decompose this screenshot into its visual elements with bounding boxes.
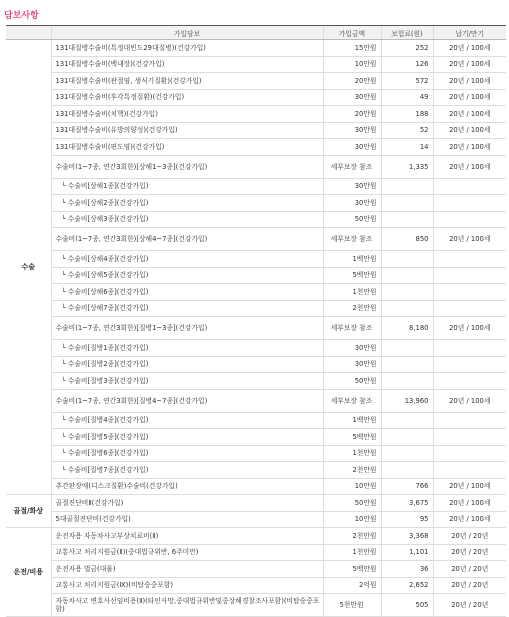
- table-row: [6, 594, 506, 617]
- table-row: [6, 89, 506, 106]
- amount-cell: 세부보장 참조: [323, 389, 381, 412]
- coverage-name-cell: 수술비(1~7종, 연간3회한)[질병1~3종](건강가입): [51, 317, 323, 340]
- coverage-table: [6, 25, 506, 617]
- coverage-name-cell: 교통사고 처리지원금(Ⅸ)(비탑승중포함): [51, 577, 323, 594]
- amount-cell: 10만원: [323, 511, 381, 528]
- coverage-name-cell: └ 수술비[질병5종](건강가입): [51, 429, 323, 446]
- premium-cell: 8,180: [381, 317, 433, 340]
- amount-cell: 5천만원: [323, 594, 381, 617]
- table-row: [6, 139, 506, 156]
- premium-cell: [381, 178, 433, 195]
- amount-cell: 30만원: [323, 195, 381, 212]
- coverage-name-cell: └ 수술비[상해4종](건강가입): [51, 251, 323, 268]
- amount-cell: 30만원: [323, 122, 381, 139]
- amount-cell: 20만원: [323, 73, 381, 90]
- premium-cell: [381, 462, 433, 479]
- coverage-name-cell: 추간판장애(디스크질환)수술비(건강가입): [51, 478, 323, 495]
- premium-cell: 36: [381, 561, 433, 578]
- amount-cell: 세부보장 참조: [323, 317, 381, 340]
- amount-cell: 5백만원: [323, 267, 381, 284]
- coverage-name-cell: └ 수술비[상해6종](건강가입): [51, 284, 323, 301]
- coverage-name-cell: └ 수술비[질병6종](건강가입): [51, 445, 323, 462]
- term-cell: 20년 / 20년: [433, 561, 506, 578]
- amount-cell: 50만원: [323, 495, 381, 512]
- table-row: [6, 356, 506, 373]
- amount-cell: 30만원: [323, 340, 381, 357]
- premium-cell: [381, 251, 433, 268]
- term-cell: 20년 / 20년: [433, 577, 506, 594]
- premium-cell: 2,652: [381, 577, 433, 594]
- premium-cell: 1,101: [381, 544, 433, 561]
- term-cell: 20년 / 100세: [433, 228, 506, 251]
- term-cell: 20년 / 100세: [433, 89, 506, 106]
- table-row: [6, 195, 506, 212]
- premium-cell: [381, 284, 433, 301]
- term-cell: 20년 / 20년: [433, 544, 506, 561]
- table-row: [6, 211, 506, 228]
- table-row: [6, 106, 506, 123]
- premium-cell: 850: [381, 228, 433, 251]
- term-cell: [433, 211, 506, 228]
- table-row: [6, 228, 506, 251]
- term-cell: 20년 / 100세: [433, 73, 506, 90]
- premium-cell: 13,960: [381, 389, 433, 412]
- coverage-name-cell: └ 수술비[상해7종](건강가입): [51, 300, 323, 317]
- table-row: [6, 178, 506, 195]
- coverage-name-cell: 운전자용 벌금(대물): [51, 561, 323, 578]
- table-row: [6, 478, 506, 495]
- header-term: 납기/만기: [433, 26, 506, 40]
- term-cell: 20년 / 100세: [433, 122, 506, 139]
- amount-cell: 15만원: [323, 40, 381, 57]
- page-title: 담보사항: [4, 11, 39, 21]
- coverage-name-cell: 131대질병수술비(유방의양성)(건강가입): [51, 122, 323, 139]
- term-cell: 20년 / 100세: [433, 56, 506, 73]
- table-row: [6, 40, 506, 57]
- coverage-name-cell: └ 수술비[질병3종](건강가입): [51, 373, 323, 390]
- table-row: [6, 528, 506, 545]
- coverage-name-cell: 수술비(1~7종, 연간3회한)[상해4~7종](건강가입): [51, 228, 323, 251]
- coverage-name-cell: └ 수술비[상해2종](건강가입): [51, 195, 323, 212]
- premium-cell: 14: [381, 139, 433, 156]
- table-row: [6, 429, 506, 446]
- amount-cell: 1천만원: [323, 445, 381, 462]
- amount-cell: 2천만원: [323, 462, 381, 479]
- premium-cell: [381, 340, 433, 357]
- amount-cell: 1백만원: [323, 412, 381, 429]
- amount-cell: 세부보장 참조: [323, 228, 381, 251]
- term-cell: [433, 284, 506, 301]
- amount-cell: 2천만원: [323, 300, 381, 317]
- table-row: [6, 544, 506, 561]
- premium-cell: 505: [381, 594, 433, 617]
- coverage-name-cell: 자동차사고 변호사선임비용(Ⅱ)(타인사망,중대법규위반및중상해경찰조사포함)(비탑승중포함): [51, 594, 323, 617]
- premium-cell: [381, 267, 433, 284]
- premium-cell: [381, 211, 433, 228]
- category-cell: 수술: [6, 40, 51, 495]
- term-cell: 20년 / 20년: [433, 594, 506, 617]
- table-row: [6, 511, 506, 528]
- coverage-name-cell: └ 수술비[질병4종](건강가입): [51, 412, 323, 429]
- amount-cell: 50만원: [323, 211, 381, 228]
- table-row: [6, 284, 506, 301]
- amount-cell: 5백만원: [323, 429, 381, 446]
- table-row: [6, 155, 506, 178]
- coverage-name-cell: 5대골절진단비(건강가입): [51, 511, 323, 528]
- amount-cell: 30만원: [323, 139, 381, 156]
- term-cell: [433, 178, 506, 195]
- table-header-row: [6, 26, 506, 40]
- term-cell: [433, 462, 506, 479]
- coverage-name-cell: └ 수술비[상해5종](건강가입): [51, 267, 323, 284]
- term-cell: [433, 300, 506, 317]
- amount-cell: 세부보장 참조: [323, 155, 381, 178]
- amount-cell: 2천만원: [323, 528, 381, 545]
- table-body: [6, 40, 506, 617]
- amount-cell: 50만원: [323, 373, 381, 390]
- coverage-name-cell: └ 수술비[상해1종](건강가입): [51, 178, 323, 195]
- term-cell: [433, 195, 506, 212]
- term-cell: 20년 / 100세: [433, 155, 506, 178]
- term-cell: 20년 / 100세: [433, 478, 506, 495]
- table-row: [6, 317, 506, 340]
- term-cell: [433, 412, 506, 429]
- table-row: [6, 462, 506, 479]
- table-row: [6, 340, 506, 357]
- coverage-table-wrapper: [6, 25, 506, 617]
- coverage-name-cell: 운전자용 자동차사고부상치료비(Ⅱ): [51, 528, 323, 545]
- premium-cell: 3,675: [381, 495, 433, 512]
- coverage-name-cell: └ 수술비[질병2종](건강가입): [51, 356, 323, 373]
- amount-cell: 2억원: [323, 577, 381, 594]
- coverage-name-cell: 수술비(1~7종, 연간3회한)[상해1~3종](건강가입): [51, 155, 323, 178]
- header-amount: 가입금액: [323, 26, 381, 40]
- header-category: [6, 26, 51, 40]
- premium-cell: 49: [381, 89, 433, 106]
- category-cell: 골절/화상: [6, 495, 51, 528]
- term-cell: 20년 / 100세: [433, 106, 506, 123]
- coverage-name-cell: └ 수술비[질병1종](건강가입): [51, 340, 323, 357]
- premium-cell: 52: [381, 122, 433, 139]
- premium-cell: [381, 429, 433, 446]
- coverage-name-cell: 131대질병수술비(특정대빈도29대질병)(건강가입): [51, 40, 323, 57]
- premium-cell: [381, 373, 433, 390]
- premium-cell: [381, 195, 433, 212]
- term-cell: 20년 / 100세: [433, 495, 506, 512]
- premium-cell: [381, 300, 433, 317]
- premium-cell: 95: [381, 511, 433, 528]
- table-row: [6, 445, 506, 462]
- amount-cell: 1백만원: [323, 251, 381, 268]
- term-cell: 20년 / 100세: [433, 40, 506, 57]
- term-cell: 20년 / 100세: [433, 389, 506, 412]
- amount-cell: 30만원: [323, 89, 381, 106]
- category-cell: 운전/비용: [6, 528, 51, 617]
- table-row: [6, 251, 506, 268]
- term-cell: [433, 251, 506, 268]
- term-cell: 20년 / 100세: [433, 511, 506, 528]
- term-cell: [433, 445, 506, 462]
- coverage-name-cell: 골절진단비Ⅱ(건강가입): [51, 495, 323, 512]
- amount-cell: 1천만원: [323, 544, 381, 561]
- term-cell: 20년 / 20년: [433, 528, 506, 545]
- term-cell: [433, 356, 506, 373]
- coverage-name-cell: 131대질병수술비(백내장)(건강가입): [51, 56, 323, 73]
- premium-cell: 3,368: [381, 528, 433, 545]
- coverage-name-cell: └ 수술비[상해3종](건강가입): [51, 211, 323, 228]
- coverage-name-cell: 131대질병수술비(후각특정질환)(건강가입): [51, 89, 323, 106]
- coverage-name-cell: 교통사고 처리지원금(Ⅱ)(중대법규위반, 6주미만): [51, 544, 323, 561]
- premium-cell: 766: [381, 478, 433, 495]
- table-row: [6, 495, 506, 512]
- table-row: [6, 300, 506, 317]
- term-cell: [433, 429, 506, 446]
- amount-cell: 30만원: [323, 178, 381, 195]
- term-cell: 20년 / 100세: [433, 317, 506, 340]
- term-cell: [433, 267, 506, 284]
- amount-cell: 10만원: [323, 478, 381, 495]
- premium-cell: 572: [381, 73, 433, 90]
- coverage-name-cell: 수술비(1~7종, 연간3회한)[질병4~7종](건강가입): [51, 389, 323, 412]
- premium-cell: 252: [381, 40, 433, 57]
- table-row: [6, 561, 506, 578]
- coverage-name-cell: └ 수술비[질병7종](건강가입): [51, 462, 323, 479]
- amount-cell: 30만원: [323, 356, 381, 373]
- table-row: [6, 412, 506, 429]
- table-row: [6, 577, 506, 594]
- amount-cell: 5백만원: [323, 561, 381, 578]
- header-coverage: 가입담보: [51, 26, 323, 40]
- table-row: [6, 389, 506, 412]
- coverage-name-cell: 131대질병수술비(편도염)(건강가입): [51, 139, 323, 156]
- premium-cell: [381, 412, 433, 429]
- premium-cell: 126: [381, 56, 433, 73]
- table-row: [6, 56, 506, 73]
- premium-cell: 1,335: [381, 155, 433, 178]
- table-row: [6, 122, 506, 139]
- premium-cell: [381, 356, 433, 373]
- coverage-name-cell: 131대질병수술비(치핵)(건강가입): [51, 106, 323, 123]
- table-row: [6, 73, 506, 90]
- amount-cell: 1천만원: [323, 284, 381, 301]
- table-row: [6, 267, 506, 284]
- term-cell: 20년 / 100세: [433, 139, 506, 156]
- coverage-name-cell: 131대질병수술비(관절염, 생식기질환)(건강가입): [51, 73, 323, 90]
- premium-cell: [381, 445, 433, 462]
- term-cell: [433, 373, 506, 390]
- table-row: [6, 373, 506, 390]
- amount-cell: 10만원: [323, 56, 381, 73]
- header-premium: 보험료(원): [381, 26, 433, 40]
- amount-cell: 20만원: [323, 106, 381, 123]
- term-cell: [433, 340, 506, 357]
- premium-cell: 188: [381, 106, 433, 123]
